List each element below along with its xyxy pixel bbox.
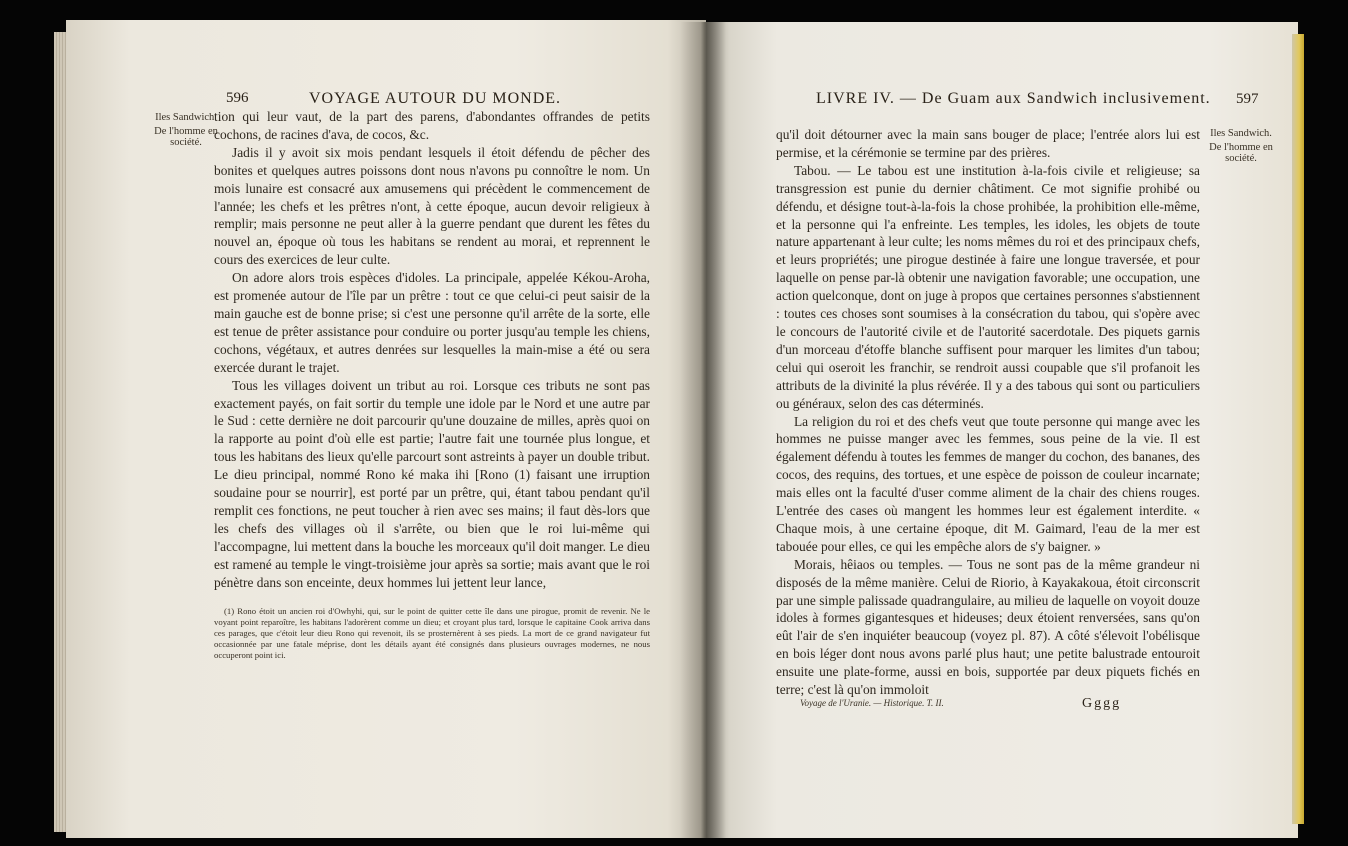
right-page-number: 597 <box>1236 91 1259 107</box>
footnote-text: (1) Rono étoit un ancien roi d'Owhyhi, qui, sur le point de quitter cette île dans une pirogue, promit de revenir. Ne le voyant point reparoître, les habitans l'adorèrent comme un dieu; et croyant plus tard, lorsque le capitaine Cook arriva dans ces parages, que c'étoit leur dieu Rono qui revenoit, ils se prosternèrent à ses pieds. La mort de ce grand navigateur fut occasionnée par une fatale méprise, dont les détails ayant été consignés dans plusieurs ouvrages modernes, ne nous occuperont point ici. <box>214 606 650 660</box>
right-page <box>706 22 1298 838</box>
left-margin-note-place: Iles Sandwich. <box>155 112 217 123</box>
right-page-gilt-edge <box>1292 34 1304 824</box>
left-page-number: 596 <box>226 90 249 106</box>
right-text-column <box>776 126 1200 699</box>
right-page-footer: Voyage de l'Uranie. — Historique. T. II. <box>800 698 944 708</box>
right-margin-note-place: Iles Sandwich. <box>1210 128 1272 139</box>
left-paragraph: On adore alors trois espèces d'idoles. La principale, appelée Kékou-Aroha, est promenée autour de l'île par un prêtre : tout ce que celui-ci peut saisir de la main gauche est de bonne prise; si c'est une personne qu'il arrête de la sorte, elle est tenue de prêter assistance pour conduire ou porter jusqu'au temple les chiens, cochons, végétaux, et autres denrées sur lesquelles la main-mise a été ou sera exercée durant le trajet. <box>214 270 650 375</box>
left-paragraph: tion qui leur vaut, de la part des parens, d'abondantes offrandes de petits cochons, de racines d'ava, de cocos, &c. <box>214 109 650 142</box>
book-gutter <box>680 22 726 838</box>
right-paragraph: qu'il doit détourner avec la main sans bouger de place; l'entrée alors lui est permise, et la cérémonie se termine par des prières. <box>776 127 1200 160</box>
right-paragraph: La religion du roi et des chefs veut que toute personne qui mange avec les hommes ne puisse manger avec les femmes, sous peine de la vie. Il est également défendu à toutes les femmes de manger du cochon, des bananes, des cocos, des requins, des tortues, et une espèce de poisson de couleur incarnate; mais elles ont la faculté d'user comme aliment de la chair des chiens rouges. L'entrée des cases où mangent les hommes leur est également interdite. « Chaque mois, à une certaine époque, dit M. Gaimard, l'eau de la mer est tabouée pour elles, ce qui les empêche alors de s'y baigner. » <box>776 413 1200 554</box>
left-paragraph: Jadis il y avoit six mois pendant lesquels il étoit défendu de pêcher des bonites et quelques autres poissons dont nous n'avons pu connoître le nom. Un mois lunaire est consacré aux amusemens qui précèdent le commencement de l'année; les chefs et les prêtres n'ont, à cette époque, aucun devoir religieux à remplir; mais personne ne peut aller à la guerre pendant que durent les fêtes du nouvel an, époque où tous les habitans se rendent au morai, et reprennent le cours des exercices de leur culte. <box>214 144 650 268</box>
left-page <box>66 20 706 838</box>
signature-mark: Gggg <box>1082 696 1122 711</box>
right-paragraph: Tabou. — Le tabou est une institution à-la-fois civile et religieuse; sa transgression est punie du dernier châtiment. Ce mot signifie prohibé ou défendu, et désigne tout-à-la-fois la chose prohibée, la prohibition elle-même, et la personne qui l'a enfreinte. Les temples, les idoles, les objets de toute nature appartenant à leur culte; les noms mêmes du roi et des principaux chefs, et leurs propriétés; une pirogue destinée à faire une longue traversée, et pour laquelle on pense par-là obtenir une navigation favorable; une occupation, une action quelconque, dont on juge à propos que certaines personnes s'abstiennent : toutes ces choses sont soumises à la consécration du tabou, qui s'opère avec le concours de l'autorité civile et de l'autorité sacerdotale. Des piquets garnis d'un morceau d'étoffe blanche suffisent pour marquer les limites d'un tabou; celui qui oseroit les franchir, se rendroit aussi coupable que s'il profanoit les attributs de la divinité la plus révérée. Il y a des tabous qui sont ou particuliers ou généraux, selon des cas déterminés. <box>776 162 1200 411</box>
left-footnote <box>214 606 650 661</box>
right-running-head: LIVRE IV. — De Guam aux Sandwich inclusivement. <box>816 90 1211 107</box>
left-margin-note-topic: De l'homme en société. <box>154 126 218 148</box>
left-running-head: VOYAGE AUTOUR DU MONDE. <box>309 90 562 107</box>
open-book <box>44 12 1306 842</box>
right-margin-note-topic: De l'homme en société. <box>1209 142 1273 164</box>
left-text-column <box>214 108 650 591</box>
right-paragraph: Morais, hêiaos ou temples. — Tous ne sont pas de la même grandeur ni disposés de la même manière. Celui de Riorio, à Kayakakoua, étoit circonscrit par une simple palissade quadrangulaire, au milieu de laquelle on voyoit douze idoles à formes gigantesques et hideuses; deux étoient renversées, sans qu'on eût l'air de s'en inquiéter beaucoup (voyez pl. 87). A côté s'élevoit l'obélisque en bois léger dont nous avons parlé plus haut; une petite balustrade entouroit ensuite une plate-forme, aussi en bois, supportée par deux piquets fichés en terre; c'est là qu'on immoloit <box>776 556 1200 698</box>
left-paragraph: Tous les villages doivent un tribut au roi. Lorsque ces tributs ne sont pas exactement payés, on fait sortir du temple une idole par le Nord et une autre par le Sud : cette dernière ne doit parcourir qu'une douzaine de milles, après quoi on la rapporte au point d'où elle est partie; l'autre fait une tournée plus longue, et tous les habitans des lieux qu'elle parcourt sont astreints à payer un double tribut. Le dieu principal, nommé Rono ké maka ihi [Rono (1) faisant une irruption soudaine pour se nourrir], est porté par un prêtre, qui, étant tabou pendant qu'il remplit ces fonctions, ne peut toucher à rien avec ses mains; il faut dès-lors que les chefs des villages où il s'arrête, ou bien que le roi lui-même qui l'accompagne, lui mettent dans la bouche les morceaux qu'il doit manger. Le dieu est ramené au temple le vingt-troisième jour après sa sortie; mais avant que le roi pénètre dans son enceinte, deux hommes lui jettent leur lance, <box>214 377 650 590</box>
